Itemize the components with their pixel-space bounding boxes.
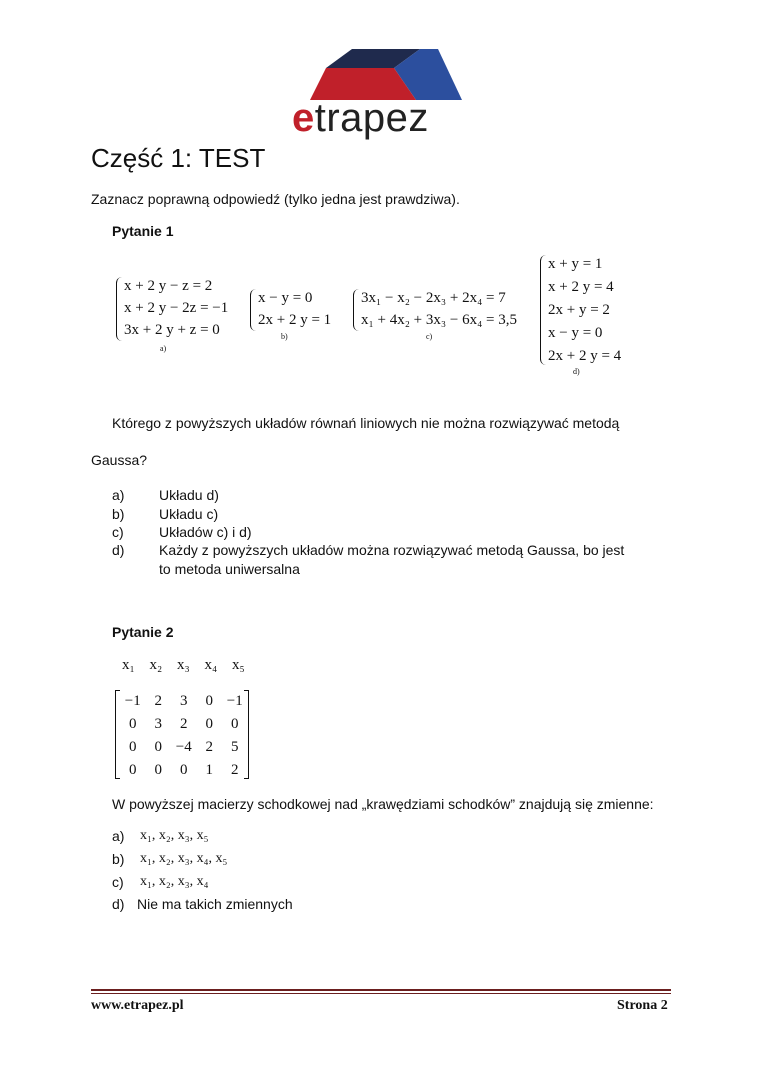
system-b-brace xyxy=(250,289,257,331)
option-letter: d) xyxy=(112,896,125,912)
matrix-cell: 0 xyxy=(154,762,162,778)
matrix-cell: 2 xyxy=(231,762,239,778)
matrix-cell: 0 xyxy=(154,739,162,755)
option-letter: d) xyxy=(112,542,125,558)
question-1-option-a[interactable] xyxy=(112,486,652,505)
option-letter: a) xyxy=(112,487,125,503)
question-1-option-b[interactable] xyxy=(112,505,652,524)
etrapez-logo-wordmark: etrapez xyxy=(292,96,429,140)
system-c-row: x₁ + 4x₂ + 3x₃ − 6x₄ = 3,5 xyxy=(361,312,518,328)
part-title: Część 1: TEST xyxy=(91,143,266,173)
variable-label: x₅ xyxy=(232,657,245,673)
system-a-row: 3x + 2 y + z = 0 xyxy=(124,322,220,338)
system-c-label: c) xyxy=(426,332,433,341)
matrix-cell: 0 xyxy=(231,716,239,732)
matrix-cell: 0 xyxy=(205,716,213,732)
system-a-row: x + 2 y − 2z = −1 xyxy=(124,300,229,316)
matrix-row xyxy=(120,713,248,736)
question-1-option-d[interactable] xyxy=(112,541,652,581)
question-1-title: Pytanie 1 xyxy=(112,223,174,239)
option-text: x₁, x₂, x₃, x₄, x₅ xyxy=(140,851,228,866)
question-1-text-continued: Gaussa? xyxy=(91,452,148,468)
system-a xyxy=(116,275,236,345)
matrix-row xyxy=(120,759,248,782)
system-a-label: a) xyxy=(160,344,167,353)
footer-website[interactable]: www.etrapez.pl xyxy=(91,998,184,1013)
system-b-row: 2x + 2 y = 1 xyxy=(258,312,332,328)
matrix-cell: 2 xyxy=(180,716,188,732)
variable-header xyxy=(122,657,260,674)
matrix-cell: −1 xyxy=(226,693,243,709)
system-d-row: x − y = 0 xyxy=(548,325,603,341)
option-letter: b) xyxy=(112,851,125,867)
footer-divider xyxy=(91,989,671,991)
system-c-row: 3x₁ − x₂ − 2x₃ + 2x₄ = 7 xyxy=(361,290,506,306)
question-1-option-c[interactable] xyxy=(112,523,652,542)
matrix-cell: −4 xyxy=(175,739,192,755)
matrix-cell: 0 xyxy=(129,716,137,732)
question-2-option-c[interactable] xyxy=(112,874,412,894)
option-text: Nie ma takich zmiennych xyxy=(137,896,293,912)
instruction-text: Zaznacz poprawną odpowiedź (tylko jedna jest prawdziwa). xyxy=(91,191,460,207)
system-d-row: x + 2 y = 4 xyxy=(548,279,614,295)
footer-page-number: Strona 2 xyxy=(617,998,668,1013)
matrix-cell: 0 xyxy=(129,739,137,755)
footer-divider-thin xyxy=(91,993,671,994)
system-c xyxy=(353,287,518,333)
system-d-row: 2x + y = 2 xyxy=(548,302,610,318)
matrix-cell: 0 xyxy=(205,693,213,709)
matrix-cell: 3 xyxy=(180,693,188,709)
matrix-cell: 0 xyxy=(129,762,137,778)
option-text: Układu c) xyxy=(159,506,219,522)
variable-label: x₃ xyxy=(177,657,190,673)
system-b xyxy=(250,287,330,333)
echelon-matrix xyxy=(115,690,249,779)
question-2-option-a[interactable] xyxy=(112,828,412,848)
matrix-cell: 5 xyxy=(231,739,239,755)
system-d-row: x + y = 1 xyxy=(548,256,603,272)
system-d-brace xyxy=(540,255,547,365)
option-letter: a) xyxy=(112,828,125,844)
system-d-label: d) xyxy=(573,367,580,376)
system-d xyxy=(540,253,630,368)
question-2-text: W powyższej macierzy schodkowej nad „krawędziami schodków” znajdują się zmienne: xyxy=(112,796,654,812)
system-d-row: 2x + 2 y = 4 xyxy=(548,348,622,364)
question-2-title: Pytanie 2 xyxy=(112,624,174,640)
matrix-cell: 0 xyxy=(180,762,188,778)
option-text: Układu d) xyxy=(159,487,219,503)
system-a-row: x + 2 y − z = 2 xyxy=(124,278,213,294)
option-text: x₁, x₂, x₃, x₄ xyxy=(140,874,209,889)
system-b-label: b) xyxy=(281,332,288,341)
matrix-cell: 1 xyxy=(205,762,213,778)
system-b-row: x − y = 0 xyxy=(258,290,313,306)
variable-label: x₄ xyxy=(204,657,218,673)
matrix-cell: 3 xyxy=(154,716,162,732)
matrix-row xyxy=(120,736,248,759)
question-2-option-b[interactable] xyxy=(112,851,412,871)
variable-label: x₁ xyxy=(122,657,135,673)
variable-label: x₂ xyxy=(149,657,163,673)
question-2-option-d[interactable] xyxy=(112,896,412,916)
matrix-row xyxy=(120,690,248,713)
matrix-cell: 2 xyxy=(154,693,162,709)
option-letter: b) xyxy=(112,506,125,522)
system-a-brace xyxy=(116,277,123,341)
system-c-brace xyxy=(353,289,360,331)
option-text: Każdy z powyższych układów można rozwiązywać metodą Gaussa, bo jest to metoda uniwersalna xyxy=(159,542,625,577)
matrix-cell: −1 xyxy=(124,693,141,709)
matrix-cell: 2 xyxy=(205,739,213,755)
option-letter: c) xyxy=(112,524,124,540)
question-1-text: Którego z powyższych układów równań liniowych nie można rozwiązywać metodą xyxy=(112,415,620,431)
option-text: x₁, x₂, x₃, x₅ xyxy=(140,828,209,843)
option-letter: c) xyxy=(112,874,124,890)
option-text: Układów c) i d) xyxy=(159,524,252,540)
